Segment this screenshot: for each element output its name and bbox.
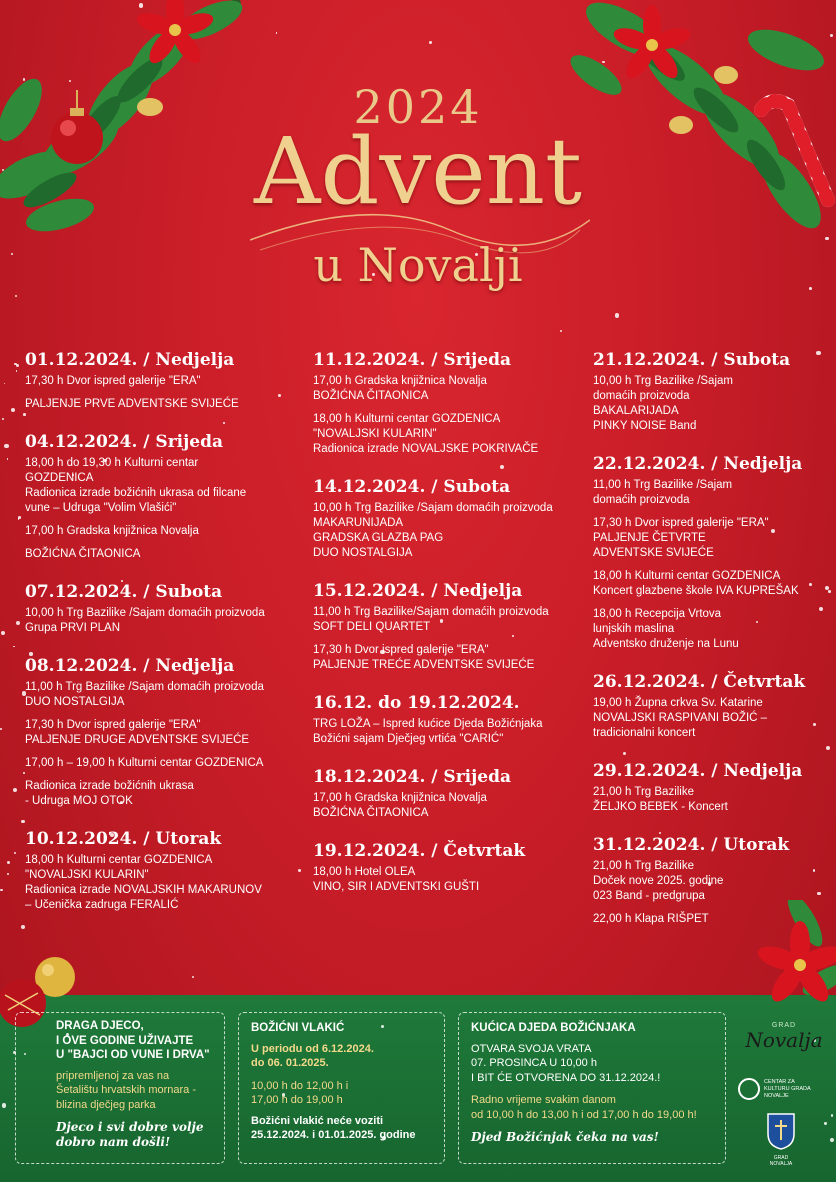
event-line: Grupa PRVI PLAN (25, 622, 121, 634)
snow-dot (13, 646, 15, 648)
event-day (313, 477, 588, 561)
event-line: domaćih proizvoda (593, 494, 690, 506)
snow-dot (560, 330, 562, 332)
snow-dot (16, 364, 19, 367)
event-day (313, 581, 588, 673)
snow-dot (7, 873, 9, 875)
snow-dot (16, 621, 20, 625)
event-date: 21.12.2024. / Subota (593, 350, 791, 370)
snow-dot (192, 976, 194, 978)
snow-dot (429, 41, 432, 44)
event-line: Adventsko druženje na Lunu (593, 638, 739, 650)
event-line: 11,00 h Trg Bazilike /Sajam (593, 479, 733, 491)
snow-dot (7, 458, 9, 460)
event-line: Božićni sajam Dječjeg vrtića "CARIĆ" (313, 733, 504, 745)
event-line: 11,00 h Trg Bazilike /Sajam domaćih proizvoda (25, 681, 264, 693)
snow-dot (11, 408, 15, 412)
event-line: DUO NOSTALGIJA (25, 696, 125, 708)
snow-dot (828, 590, 831, 593)
event-line: 18,00 h Kulturni centar GOZDENICA (25, 854, 213, 866)
event-day (593, 761, 808, 815)
event-line: 18,00 h Hotel OLEA (313, 866, 416, 878)
event-date: 04.12.2024. / Srijeda (25, 432, 223, 452)
event-day (25, 582, 305, 636)
program-column-1 (25, 350, 305, 933)
event-line: 19,00 h Župna crkva Sv. Katarine (593, 697, 763, 709)
event-day (313, 350, 588, 457)
event-day (25, 656, 305, 809)
train-box-period: U periodu od 6.12.2024. do 06. 01.2025. (251, 1042, 374, 1069)
event-day (313, 767, 588, 821)
snow-dot (813, 869, 815, 871)
event-line: 17,30 h Dvor ispred galerije "ERA" (313, 644, 489, 656)
program-column-2 (313, 350, 588, 915)
grad-novalja-logo (743, 1022, 825, 1068)
christmas-train-box (238, 1012, 445, 1164)
event-date: 15.12.2024. / Nedjelja (313, 581, 523, 601)
event-line: "NOVALJSKI KULARIN" (25, 869, 149, 881)
snow-dot (7, 861, 10, 864)
snow-dot (816, 351, 820, 355)
snow-dot (0, 728, 2, 730)
event-line: 10,00 h Trg Bazilike /Sajam (593, 375, 733, 387)
children-box-title: DRAGA DJECO, I OVE GODINE UŽIVAJTE U "BAJCI OD VUNE I DRVA" (56, 1020, 210, 1061)
snow-dot (4, 444, 8, 448)
snow-dot (4, 383, 6, 385)
event-day (593, 350, 808, 434)
event-line: PALJENJE PRVE ADVENTSKE SVIJEĆE (25, 398, 239, 410)
event-line: 18,00 h Kulturni centar GOZDENICA (593, 570, 781, 582)
event-line: BOŽIĆNA ČITAONICA (25, 548, 141, 560)
snow-dot (14, 852, 16, 854)
event-line: 17,00 h Gradska knjižnica Novalja (313, 375, 487, 387)
event-line: 21,00 h Trg Bazilike (593, 860, 695, 872)
event-line: SOFT DELI QUARTET (313, 621, 431, 633)
cultural-center-logo (738, 1076, 828, 1102)
event-line: 17,30 h Dvor ispred galerije "ERA" (25, 719, 201, 731)
program-column-3 (593, 350, 808, 947)
train-box-hours: 10,00 h do 12,00 h i 17,00 h do 19,00 h (251, 1079, 349, 1106)
snow-dot (824, 1122, 826, 1124)
header-year: 2024 (353, 80, 483, 134)
event-date: 08.12.2024. / Nedjelja (25, 656, 235, 676)
snow-dot (16, 370, 18, 372)
snow-dot (826, 746, 830, 750)
children-info-box (15, 1012, 225, 1164)
event-line: PALJENJE TREĆE ADVENTSKE SVIJEĆE (313, 659, 535, 671)
event-line: 11,00 h Trg Bazilike/Sajam domaćih proizvoda (313, 606, 549, 618)
event-date: 01.12.2024. / Nedjelja (25, 350, 235, 370)
event-date: 14.12.2024. / Subota (313, 477, 511, 497)
event-date: 19.12.2024. / Četvrtak (313, 841, 526, 861)
event-line: 17,00 h Gradska knjižnica Novalja (25, 525, 199, 537)
event-line: 17,30 h Dvor ispred galerije "ERA" (25, 375, 201, 387)
children-box-text: pripremljenoj za vas na Šetalištu hrvatskih mornara - blizina dječjeg parka (56, 1069, 196, 1111)
logo-script-text: Novalja (745, 1028, 823, 1052)
event-day (313, 841, 588, 895)
snow-dot (615, 313, 619, 317)
crest-icon (766, 1112, 796, 1150)
event-line: 18,00 h Recepcija Vrtova (593, 608, 722, 620)
event-line: 17,30 h Dvor ispred galerije "ERA" (593, 517, 769, 529)
event-date: 29.12.2024. / Nedjelja (593, 761, 803, 781)
santa-box-title: KUĆICA DJEDA BOŽIĆNJAKA (471, 1022, 636, 1034)
event-line: DUO NOSTALGIJA (313, 547, 413, 559)
santa-box-opening: OTVARA SVOJA VRATA 07. PROSINCA U 10,00 h I BIT ĆE OTVORENA DO 31.12.2024.! (471, 1042, 661, 1084)
event-line: NOVALJSKI RASPIVANI BOŽIĆ – (593, 712, 768, 724)
snow-dot (809, 583, 812, 586)
santa-box-hours: Radno vrijeme svakim danom od 10,00 h do 13,00 h i od 17,00 h do 19,00 h! (471, 1094, 697, 1121)
novalja-crest-logo (766, 1112, 796, 1172)
event-line: vune – Udruga "Volim Vlašići" (25, 502, 177, 514)
event-line: VINO, SIR I ADVENTSKI GUŠTI (313, 881, 480, 893)
event-day (593, 672, 808, 741)
event-line: Radionica izrade NOVALJSKE POKRIVAČE (313, 443, 539, 455)
event-line: lunjskih maslina (593, 623, 675, 635)
event-date: 11.12.2024. / Srijeda (313, 350, 511, 370)
snow-dot (15, 295, 18, 298)
snow-dot (18, 516, 21, 519)
event-day (593, 454, 808, 652)
event-line: ADVENTSKE SVIJEĆE (593, 547, 714, 559)
event-day (593, 835, 808, 927)
train-box-note: Božićni vlakić neće voziti 25.12.2024. i 01.01.2025. godine (251, 1114, 416, 1141)
event-line: TRG LOŽA – Ispred kućice Djeda Božićnjaka (313, 718, 543, 730)
event-line: BAKALARIJADA (593, 405, 679, 417)
snow-dot (1, 631, 5, 635)
event-line: BOŽIĆNA ČITAONICA (313, 390, 429, 402)
snow-dot (0, 889, 3, 892)
event-day (25, 829, 305, 913)
event-line: GRADSKA GLAZBA PAG (313, 532, 444, 544)
crest-text: GRAD NOVALJA (769, 1155, 793, 1167)
event-day (25, 350, 305, 412)
cck-icon (738, 1078, 760, 1100)
event-line: tradicionalni koncert (593, 727, 696, 739)
snow-dot (819, 607, 823, 611)
event-date: 16.12. do 19.12.2024. (313, 693, 520, 713)
snow-dot (817, 892, 820, 895)
header-subtitle: u Novalji (313, 238, 523, 292)
event-line: MAKARUNIJADA (313, 517, 404, 529)
logo-top-text: GRAD (771, 1022, 797, 1029)
santa-box-slogan: Djed Božićnjak čeka na vas! (471, 1130, 659, 1144)
event-line: "NOVALJSKI KULARIN" (313, 428, 437, 440)
event-line: – Učenička zadruga FERALIĆ (25, 899, 179, 911)
header-title: Advent (254, 118, 582, 225)
event-line: ŽELJKO BEBEK - Koncert (593, 801, 728, 813)
snow-dot (813, 723, 816, 726)
event-line: 17,00 h – 19,00 h Kulturni centar GOZDENICA (25, 757, 264, 769)
event-line: Radionica izrade božićnih ukrasa (25, 780, 194, 792)
children-box-slogan: Djeco i svi dobre volje dobro nam došli! (56, 1120, 204, 1149)
event-line: 17,00 h Gradska knjižnica Novalja (313, 792, 487, 804)
event-day (25, 432, 305, 562)
event-date: 26.12.2024. / Četvrtak (593, 672, 806, 692)
event-line: PINKY NOISE Band (593, 420, 697, 432)
event-date: 10.12.2024. / Utorak (25, 829, 222, 849)
event-line: PALJENJE DRUGE ADVENTSKE SVIJEĆE (25, 734, 250, 746)
event-line: - Udruga MOJ OTOK (25, 795, 133, 807)
event-line: PALJENJE ČETVRTE (593, 532, 706, 544)
event-line: Radionica izrade NOVALJSKIH MAKARUNOV (25, 884, 262, 896)
santa-house-box (458, 1012, 726, 1164)
event-line: Doček nove 2025. godine (593, 875, 724, 887)
event-date: 07.12.2024. / Subota (25, 582, 223, 602)
event-line: domaćih proizvoda (593, 390, 690, 402)
event-line: GOZDENICA (25, 472, 94, 484)
event-line: 22,00 h Klapa RIŠPET (593, 913, 709, 925)
event-line: Radionica izrade božićnih ukrasa od filcane (25, 487, 247, 499)
event-line: 21,00 h Trg Bazilike (593, 786, 695, 798)
event-day (313, 693, 588, 747)
event-line: 10,00 h Trg Bazilike /Sajam domaćih proizvoda (25, 607, 265, 619)
event-line: 10,00 h Trg Bazilike /Sajam domaćih proizvoda (313, 502, 553, 514)
event-line: 18,00 h Kulturni centar GOZDENICA (313, 413, 501, 425)
train-box-title: BOŽIĆNI VLAKIĆ (251, 1022, 345, 1034)
event-date: 31.12.2024. / Utorak (593, 835, 790, 855)
snow-dot (2, 418, 4, 420)
event-line: BOŽIĆNA ČITAONICA (313, 807, 429, 819)
event-date: 18.12.2024. / Srijeda (313, 767, 511, 787)
event-line: 023 Band - predgrupa (593, 890, 705, 902)
event-line: Koncert glazbene škole IVA KUPREŠAK (593, 585, 799, 597)
event-line: 18,00 h do 19,30 h Kulturni centar (25, 457, 199, 469)
snow-dot (276, 32, 278, 34)
snow-dot (2, 1103, 6, 1107)
snow-dot (13, 788, 17, 792)
event-date: 22.12.2024. / Nedjelja (593, 454, 803, 474)
cck-text: CENTAR ZA KULTURU GRADA NOVALJE (764, 1078, 811, 1099)
